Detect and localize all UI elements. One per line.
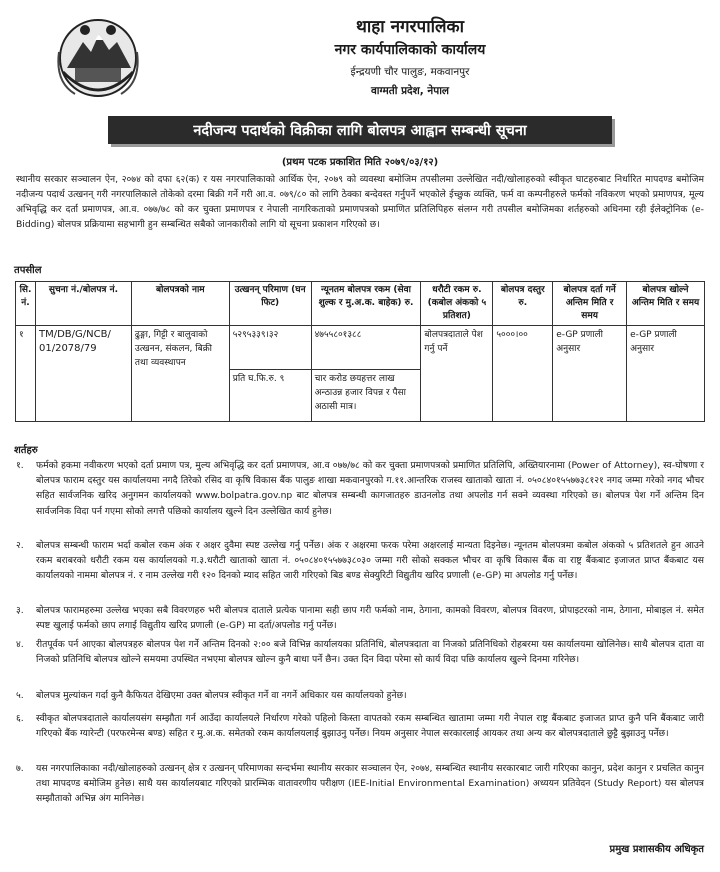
intro-paragraph: स्थानीय सरकार सञ्चालन ऐन, २०७४ को दफा ६२(क) र यस नगरपालिकाको आर्थिक ऐन, २०७९ को व्यवस्था बमोजिम तपसीलमा उल्लेखित नदी/खोलाहरुको स्वीकृत घाटहरुबाट निर्धारित मापदण्ड बमोजिम नदीजन्य पदार्थ उत्खनन् गरी नगरपालिकाले तोकेको दरमा बिक्री गर्ने गरी आ.व. ०७९/८० को लागि ठेक्का बन्देवस्त गर्नुपर्ने भएकोले ईच्छुक व्यक्ति, फर्म वा कम्पनीहरुले फर्मको नविकरण भएको प्रमाणपत्र, मूल्य अभिवृद्धि कर दर्ता प्रमाणपत्र, आ.व. ०७७/७८ को कर चुक्ता प्रमाणपत्र र नेपाली नागरिकताको प्रमाणपत्रको प्रमाणित प्रतिलिपिहरु संलग्न गरी तपसील बमोजिमका शर्तहरुको अधिनमा रही ईलेक्ट्रोनिक (e-Bidding) बोलपत्र प्रक्रियामा सहभागी हुन सम्बन्धित सबैको जानकारीको लागि यो सूचना प्रकाशन गरिएको छ। (16, 174, 704, 230)
condition-text: बोलपत्र सम्बन्धी फाराम भर्दा कबोल रकम अंक र अक्षर दुवैमा स्पष्ट उल्लेख गर्नु पर्नेछ। अंक र अक्षरमा फरक परेमा अक्षरलाई मान्यता दिइनेछ। न्यूनतम बोलपत्रमा कबोल अंकको ५ प्रतिशतले हुन आउने रकम बराबरको धरौटी रकम यस कार्यालयको ग.३.धरौटी खाताको खाता नं. ०५०८४०१५५७७३८०३० जम्मा गरी सोको सक्कल भौचर वा कृषि विकास बैंक वा राष्ट्र बैंकबाट इजाजत प्राप्त बैंकबाट यस कार्यालयको नाममा बोलपत्र नं. र नाम उल्लेख गरी १२० दिनको म्याद सहित जारी गरिएको बिड बण्ड सेक्युरिटी विद्युतीय खरिद प्रणाली (e-GP) मा अपलोड गर्नु पर्नेछ। (36, 540, 704, 582)
office-subtitle: नगर कार्यपालिकाको कार्यालय (334, 42, 486, 58)
table-row (16, 326, 705, 370)
cell-rate: प्रति घ.फि.रु. ९ (229, 370, 311, 422)
condition-item (16, 603, 704, 633)
condition-text: बोलपत्र फारामहरुमा उल्लेख भएका सबै विवरणहरु भरी बोलपत्र दाताले प्रत्येक पानामा सही छाप गरी फर्मको नाम, ठेगाना, कामको विवरण, बोलपत्र विवरण, प्रोपाइटरको नाम, ठेगाना, मोबाइल नं. समेत स्पष्ट खुलाई फर्मको छाप लगाई विद्युतीय खरिद प्रणाली (e-GP) मा दर्ता/अपलोड गर्नु पर्नेछ। (36, 605, 704, 632)
cell-notice-no: TM/DB/G/NCB/ 01/2078/79 (35, 326, 131, 422)
cell-reg-deadline: e-GP प्रणाली अनुसार (553, 326, 627, 422)
notice-title: नदीजन्य पदार्थको विक्रीका लागि बोलपत्र आह्वान सम्बन्धी सूचना (108, 116, 612, 144)
cell-bid-name: ढुङ्गा, गिट्टी र बालुवाको उत्खनन, संकलन, बिक्री तथा व्यवस्थापन (131, 326, 229, 422)
col-header-min-amount: न्यूनतम बोलपत्र रकम (सेवा शुल्क र मु.अ.क. बाहेक) रु. (311, 282, 421, 326)
col-header-sn: सि. नं. (16, 282, 36, 326)
office-province: वाग्मती प्रदेश, नेपाल (370, 85, 450, 97)
cell-sn: १ (16, 326, 36, 422)
nepal-emblem-icon (55, 12, 141, 100)
condition-item (16, 637, 704, 667)
col-header-quantity: उत्खनन् परिमाण (घन फिट) (229, 282, 311, 326)
col-header-reg-deadline: बोलपत्र दर्ता गर्ने अन्तिम मिति र समय (553, 282, 627, 326)
details-heading: तपसील (14, 265, 42, 276)
condition-number: ५. (16, 690, 24, 701)
condition-item (16, 711, 704, 741)
cell-fee: ५०००।०० (493, 326, 553, 422)
col-header-open-deadline: बोलपत्र खोल्ने अन्तिम मिति र समय (627, 282, 705, 326)
publish-date: (प्रथम पटक प्रकाशित मिति २०७९/०३/१२) (281, 157, 439, 168)
cell-open-deadline: e-GP प्रणाली अनुसार (627, 326, 705, 422)
col-header-deposit: धरौटी रकम रु. (कबोल अंकको ५ प्रतिशत) (421, 282, 493, 326)
col-header-fee: बोलपत्र दस्तुर रु. (493, 282, 553, 326)
signatory-title: प्रमुख प्रशासकीय अधिकृत (609, 844, 704, 855)
condition-number: ६. (16, 713, 24, 724)
cell-quantity: ५२९५३३९।३२ (229, 326, 311, 370)
office-name: थाहा नगरपालिका (355, 17, 465, 37)
condition-text: रीतपूर्वक पर्न आएका बोलपत्रहरु बोलपत्र पेश गर्ने अन्तिम दिनको २:०० बजे विभिन्न कार्यालयका प्रतिनिधि, बोलपत्रदाता वा निजको प्रतिनिधिको रोहबरमा यस कार्यालयमा खोलिनेछ। साथै बोलपत्र दाता वा निजको प्रतिनिधि बोलपत्र खोल्ने समयमा उपस्थित नभएमा बोलपत्र खोल्न कुनै बाधा पर्ने छैन। उक्त दिन विदा परेमा सो कार्य विदा पछि कार्यालय खुल्ने दिनमा गरिनेछ। (36, 639, 704, 666)
condition-number: ४. (16, 639, 24, 650)
condition-item (16, 538, 704, 584)
condition-text: यस नगरपालिकाका नदी/खोलाहरुको उत्खनन् क्षेत्र र उत्खनन् परिमाणका सन्दर्भमा स्थानीय सरकार सञ्चालन ऐन, २०७४, सम्बन्धित स्थानीय सरकारबाट जारी गरिएका कानुन, प्रदेश कानुन र प्रचलित कानुन तथा मापदण्ड बमोजिम हुनेछ। साथै यस कार्यालयबाट गरिएको प्रारम्भिक वातावरणीय परीक्षण (IEE-Initial Environmental Examination) अध्ययन प्रतिवेदन (Study Report) यस बोलपत्र सम्झौताको अभिन्न अंग मानिनेछ। (36, 763, 704, 805)
condition-number: ३. (16, 605, 24, 616)
condition-item (16, 688, 704, 703)
condition-item (16, 761, 704, 807)
cell-min-amount: ४७५५८०१३८८ (311, 326, 421, 370)
office-address: ईन्द्रयणी चौर पालुङ, मकवानपुर (350, 66, 470, 78)
col-header-notice-no: सुचना नं./बोलपत्र नं. (35, 282, 131, 326)
condition-number: १. (16, 460, 24, 471)
table-header-row (16, 282, 705, 326)
condition-number: २. (16, 540, 24, 551)
col-header-bid-name: बोलपत्रको नाम (131, 282, 229, 326)
condition-text: फर्मको हकमा नवीकरण भएको दर्ता प्रमाण पत्र, मुल्य अभिवृद्धि कर दर्ता प्रमाणपत्र, आ.व ०७७/७८ को कर चुक्ता प्रमाणपत्रको प्रमाणित प्रतिलिपि, अख्तियारनामा (Power of Attorney), स्व-घोषणा र बोलपत्र फाराम दस्तुर यस कार्यालयमा नगदै तिरेको रसिद वा कृषि विकास बैंक पालुङ शाखा मकवानपुरको ग.११.आन्तरिक राजस्व खाताको खाता नं. ०५०८४०१५५७७३८१२१ नगद जम्मा गरेको नगद भौचर सहित सार्वजनिक खरिद अनुगमन कार्यालयको www.bolpatra.gov.np बाट बोलपत्र सम्बन्धी कागजातहरु डाउनलोड तथा अपलोड गर्न सक्ने व्यवस्था गरिएको छ। बोलपत्र पेश गर्ने अन्तिम दिन सार्वजनिक विदा पर्न गएमा सोको लगत्तै पछिको कार्यालय खुल्ने दिन उल्लेखित कार्य हुनेछ। (36, 460, 704, 517)
condition-number: ७. (16, 763, 24, 774)
conditions-heading: शर्तहरु (14, 445, 38, 456)
condition-text: बोलपत्र मुल्यांकन गर्दा कुनै कैफियत देखिएमा उक्त बोलपत्र स्वीकृत गर्ने वा नगर्ने अधिकार यस कार्यालयको हुनेछ। (36, 690, 407, 701)
condition-item (16, 458, 704, 519)
cell-min-amount-words: चार करोड छयहत्तर लाख अन्ठाउन्न हजार विपन्न र पैसा अठासी मात्र। (311, 370, 421, 422)
cell-deposit: बोलपत्रदाताले पेश गर्नु पर्ने (421, 326, 493, 422)
bid-details-table (15, 281, 705, 422)
condition-text: स्वीकृत बोलपत्रदाताले कार्यालयसंग सम्झौता गर्न आउँदा कार्यालयले निर्धारण गरेको पहिलो किस्ता वापतको रकम सम्बन्धित खातामा जम्मा गरी नेपाल राष्ट्र बैंकबाट इजाजत प्राप्त कुनै पनि बैंकबाट जारी गरिएको बैंक ग्यारेन्टी (परफरमेन्स बण्ड) सहित र मु.अ.क. समेतको रकम कार्यालयलाई बुझाउनु पर्नेछ। नियम अनुसार नेपाल सरकारलाई आयकर तथा अन्य कर बोलपत्रदाताले छुट्टै बुझाउनु पर्नेछ। (36, 713, 704, 740)
